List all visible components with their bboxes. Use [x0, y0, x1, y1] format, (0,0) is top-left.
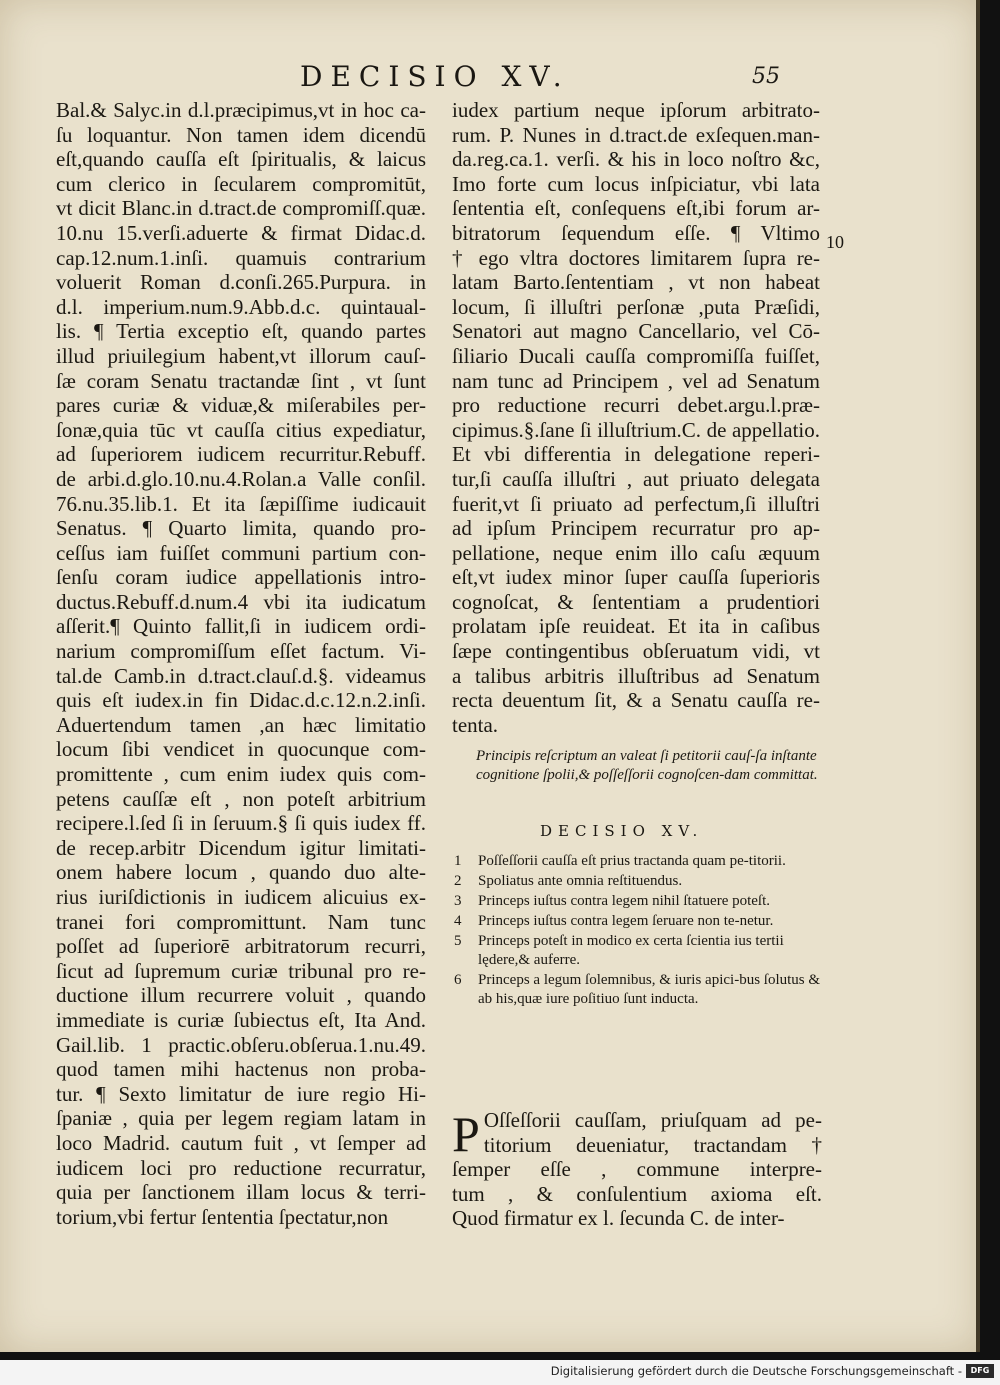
text-line: Gail.lib. 1 practic.obſeru.obſerua.1.nu.49. — [56, 1032, 426, 1057]
text-line: cap.12.num.1.inſi. quamuis contrarium — [56, 245, 426, 270]
summary-text: Princeps iuſtus contra legem ſeruare non te-netur. — [478, 913, 774, 929]
dfg-logo-icon: DFG — [966, 1364, 994, 1378]
text-line: ſonæ,quia tūc vt cauſſa citius expediatur, — [56, 417, 426, 442]
section-caption: Principis reſcriptum an valeat ſi petitorii cauſ-ſa inſtante cognitione ſpolii,& poſſeſſorii cognoſcen-dam committat. — [476, 748, 818, 783]
text-line: latam Barto.ſententiam , vt non habeat — [452, 270, 820, 295]
text-line: Quod firmatur ex l. ſecunda C. de inter- — [452, 1206, 785, 1231]
summary-text: Princeps iuſtus contra legem nihil ſtatuere poteſt. — [478, 893, 771, 909]
text-line: nam tunc ad Principem , vel ad Senatum — [452, 368, 820, 393]
text-line: Senatus. ¶ Quarto limita, quando pro- — [56, 516, 426, 541]
text-line: quod tamen mihi hactenus non proba- — [56, 1057, 426, 1082]
text-line: tum , & conſulentium axioma eſt. — [452, 1181, 822, 1206]
decision-title: DECISIO XV. — [540, 822, 704, 840]
summary-item — [452, 852, 822, 871]
text-line: promittente , cum enim iudex quis com- — [56, 762, 426, 787]
text-line: locum ſibi vendicet in quocunque com- — [56, 737, 426, 762]
right-column — [452, 98, 820, 737]
page-number: 55 — [752, 64, 780, 89]
text-line: immediate is curiæ ſubiectus eſt, Ita And. — [56, 1007, 426, 1032]
text-line: † ego vltra doctores limitarem ſupra re- — [452, 245, 820, 270]
summary-text: Spoliatus ante omnia reſtituendus. — [478, 873, 683, 889]
drop-cap: P — [452, 1106, 480, 1162]
text-line: Et vbi differentia in delegatione reperi- — [452, 442, 820, 467]
text-line: ſæ coram Senatu tractandæ ſint , vt ſunt — [56, 368, 426, 393]
text-line: pares curiæ & viduæ,& miſerabiles per- — [56, 393, 426, 418]
summary-item — [452, 912, 822, 931]
footer-bar — [0, 1360, 1000, 1385]
text-line: a talibus arbitris illuſtribus ad Senatum — [452, 663, 820, 688]
text-line: eſt,vt iudex minor ſuper cauſſa ſuperioris — [452, 565, 820, 590]
text-line: ductus.Rebuff.d.num.4 vbi ita iudicatum — [56, 589, 426, 614]
text-line: lis. ¶ Tertia exceptio eſt, quando partes — [56, 319, 426, 344]
running-header: DECISIO XV. — [300, 60, 570, 93]
summary-number: 3 — [454, 893, 462, 909]
text-line: iudex partium neque ipſorum arbitrato- — [452, 98, 820, 122]
text-line: ad ſuperiorem iudicem recurritur.Rebuff. — [56, 442, 426, 467]
text-line: Oſſeſſorii cauſſam, priuſquam ad pe- — [483, 1108, 822, 1132]
summary-item — [452, 932, 822, 970]
text-line: tenta. — [452, 712, 499, 737]
text-line: bitratorum ſequendum eſſe. ¶ Vltimo — [452, 220, 820, 245]
text-line: recta deuentum ſit, & a Senatu cauſſa re- — [452, 688, 820, 713]
text-line: ductione illum recurrere voluit , quando — [56, 983, 426, 1008]
text-line: ſpaniæ , quia per legem regiam latam in — [56, 1106, 426, 1131]
text-line: rum. P. Nunes in d.tract.de exſequen.man- — [452, 122, 820, 147]
text-line: cum clerico in ſecularem compromitūt, — [56, 171, 426, 196]
text-line: de recep.arbitr Dicendum igitur limitati- — [56, 835, 426, 860]
text-line: prolatam ipſe reuideat. Et ita in caſibus — [452, 614, 820, 639]
text-line: loco Madrid. cautum fuit , vt ſemper ad — [56, 1130, 426, 1155]
text-line: narium compromiſſum eſſet factum. Vi- — [56, 639, 426, 664]
text-line: Imo forte cum locus inſpiciatur, vbi lata — [452, 171, 820, 196]
summary-item — [452, 892, 822, 911]
text-line: aſſerit.¶ Quinto fallit,ſi in iudicem ordi- — [56, 614, 426, 639]
text-line: Senatori aut magno Cancellario, vel Cō- — [452, 319, 820, 344]
text-line: torium,vbi fertur ſententia ſpectatur,non — [56, 1204, 389, 1229]
text-line: Aduertendum tamen ,an hæc limitatio — [56, 712, 426, 737]
text-line: rius iuriſdictionis in iudicem alicuius ex- — [56, 885, 426, 909]
summary-text: Poſſeſſorii cauſſa eſt prius tractanda quam pe-titorii. — [478, 853, 786, 869]
summary-item — [452, 872, 822, 891]
text-line: cipimus.§.ſane ſi illuſtrium.C. de appellatio. — [452, 417, 820, 442]
text-line: ſemper eſſe , commune interpre- — [452, 1157, 822, 1182]
text-line: da.reg.ca.1. verſi. & his in loco noſtro &c, — [452, 147, 820, 172]
summary-text: Princeps a legum ſolemnibus, & iuris apici-bus ſolutus & ab his,quæ iure poſitiuo ſunt inducta. — [478, 972, 821, 1007]
page-edge — [976, 0, 980, 1352]
left-column — [56, 98, 426, 1229]
text-line: tur,ſi cauſſa illuſtri , aut priuato delegata — [452, 466, 820, 491]
text-line: ſenſu coram iudice appellationis intro- — [56, 565, 426, 590]
margin-note: 10 — [826, 232, 844, 252]
text-line: quia per ſanctionem illam locus & terri- — [56, 1180, 426, 1205]
text-line: ſæpe contingentibus obſeruatum vidi, vt — [452, 639, 820, 664]
text-line: locum, ſi illuſtri perſonæ ,puta Præſidi, — [452, 294, 820, 319]
summary-number: 4 — [454, 913, 462, 929]
text-line: de arbi.d.glo.10.nu.4.Rolan.a Valle conſil. — [56, 466, 426, 491]
text-line: ceſſus iam fuiſſet communi partium con- — [56, 540, 426, 565]
summary-list — [452, 852, 822, 1010]
text-line: vt dicit Blanc.in d.tract.de compromiſſ.quæ. — [56, 196, 426, 221]
footer-credit: Digitalisierung gefördert durch die Deutsche Forschungsgemeinschaft - — [550, 1364, 962, 1378]
text-line: onem habere locum , quando duo alte- — [56, 860, 426, 885]
text-line: titorium deueniatur, tractandam † — [483, 1132, 822, 1157]
summary-number: 6 — [454, 972, 462, 988]
text-line: 76.nu.35.lib.1. Et ita ſæpiſſime iudicauit — [56, 491, 426, 516]
text-line: ſententia eſt, conſequens eſt,ibi forum ar- — [452, 196, 820, 221]
text-line: poſſet ad ſuperiorē arbitratorum recurri, — [56, 934, 426, 959]
text-line: cognoſcat, & ſententiam a prudentiori — [452, 589, 820, 614]
text-line: illud priuilegium habent,vt illorum cauſ- — [56, 343, 426, 368]
text-line: fuerit,vt ſi priuato ad perfectum,ſi illuſtri — [452, 491, 820, 516]
text-line: voluerit Roman d.conſi.265.Purpura. in — [56, 270, 426, 295]
text-line: Bal.& Salyc.in d.l.præcipimus,vt in hoc ca- — [56, 98, 426, 122]
summary-text: Princeps poteſt in modico ex certa ſcientia ius tertii lędere,& auferre. — [478, 933, 784, 968]
text-line: 10.nu 15.verſi.aduerte & firmat Didac.d. — [56, 220, 426, 245]
text-line: tal.de Camb.in d.tract.clauſ.d.§. videamus — [56, 663, 426, 688]
text-line: eſt,quando cauſſa eſt ſpiritualis, & laicus — [56, 147, 426, 172]
text-line: pellatione, neque enim illo caſu æquum — [452, 540, 820, 565]
text-line: pro reductione recurri debet.argu.l.præ- — [452, 393, 820, 418]
text-line: ſu loquantur. Non tamen idem dicendū — [56, 122, 426, 147]
text-line: d.l. imperium.num.9.Abb.d.c. quintaual- — [56, 294, 426, 319]
text-line: tur. ¶ Sexto limitatur de iure regio Hi- — [56, 1081, 426, 1106]
text-line: ſicut ad ſupremum curiæ tribunal pro re- — [56, 958, 426, 983]
summary-number: 5 — [454, 933, 462, 949]
text-line: recipere.l.ſed ſi in ſeruum.§ ſi quis iudex ff. — [56, 811, 426, 836]
summary-item — [452, 971, 822, 1009]
text-line: petens cauſſæ eſt , non poteſt arbitrium — [56, 786, 426, 811]
decision-body — [452, 1108, 822, 1231]
text-line: quis eſt iudex.in fin Didac.d.c.12.n.2.inſi. — [56, 688, 426, 713]
summary-number: 1 — [454, 853, 462, 869]
text-line: ad ipſum Principem recurratur pro ap- — [452, 516, 820, 541]
text-line: tranei fori compromittunt. Nam tunc — [56, 909, 426, 934]
text-line: ſiliario Ducali cauſſa compromiſſa fuiſſet, — [452, 343, 820, 368]
summary-number: 2 — [454, 873, 462, 889]
text-line: iudicem loci pro reductione recurratur, — [56, 1155, 426, 1180]
